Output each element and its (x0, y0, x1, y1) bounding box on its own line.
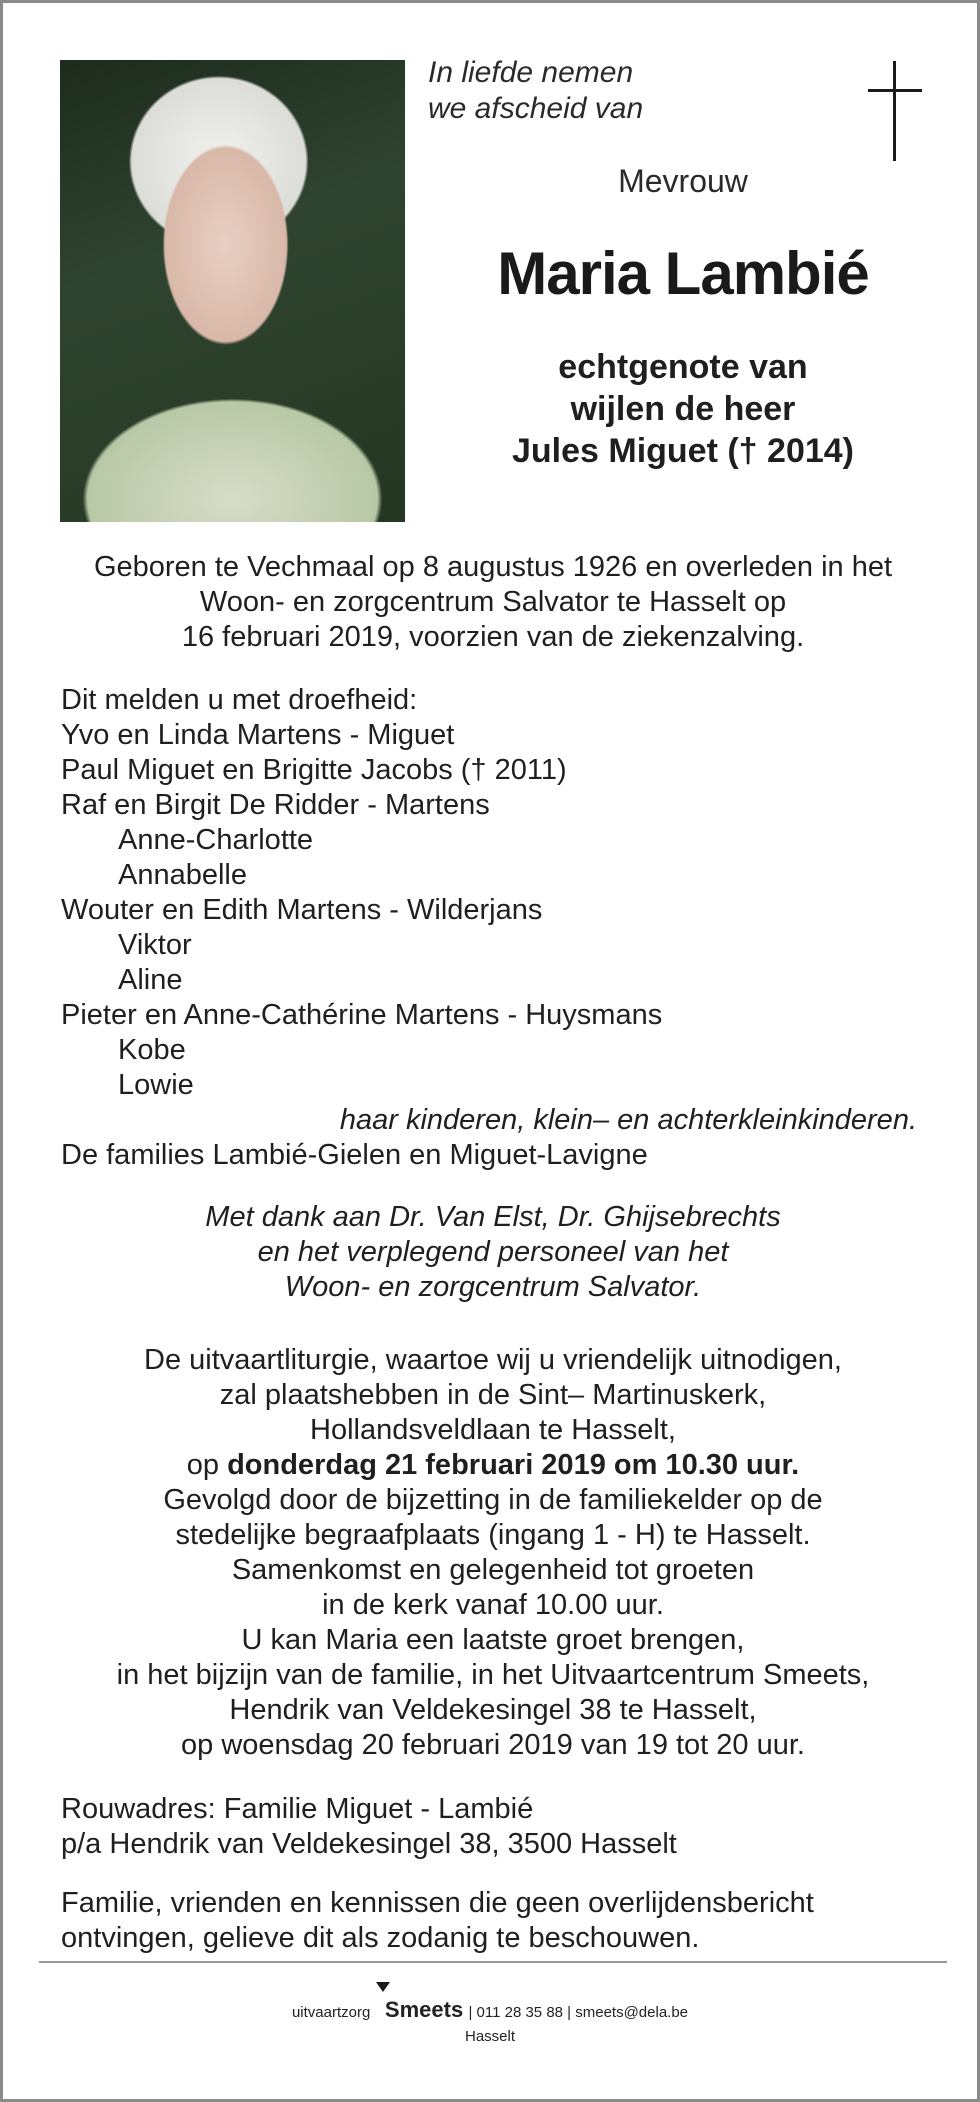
honorific: Mevrouw (618, 163, 748, 199)
deceased-name: Maria Lambié (497, 240, 869, 307)
ceremony-line: stedelijke begraafplaats (ingang 1 - H) te Hasselt. (175, 1519, 811, 1551)
thanks-line: en het verplegend personeel van het (257, 1236, 729, 1268)
grandchild: Kobe (118, 1034, 186, 1066)
spouse-info (423, 346, 943, 472)
notice-line: ontvingen, gelieve dit als zodanig te beschouwen. (61, 1922, 700, 1954)
extended-families: De families Lambié-Gielen en Miguet-Lavigne (61, 1139, 648, 1171)
address-line: Rouwadres: Familie Miguet - Lambié (61, 1793, 534, 1825)
ceremony-line: U kan Maria een laatste groet brengen, (241, 1624, 745, 1656)
intro-text (428, 55, 643, 127)
ceremony-line: op woensdag 20 februari 2019 van 19 tot 20 uur. (181, 1729, 805, 1761)
ceremony-line: in de kerk vanaf 10.00 uur. (322, 1589, 664, 1621)
mourning-address (61, 1792, 941, 1862)
thanks-note (43, 1200, 943, 1305)
ceremony-line: in het bijzijn van de familie, in het Uitvaartcentrum Smeets, (116, 1659, 870, 1691)
birth-death-info (43, 550, 943, 655)
intro-line: we afscheid van (428, 92, 644, 125)
funeral-home-footer (3, 1998, 977, 2049)
intro-line: In liefde nemen (428, 56, 634, 89)
logo-triangle-icon (376, 1982, 390, 1992)
cross-icon (865, 61, 925, 161)
address-line: p/a Hendrik van Veldekesingel 38, 3500 Hasselt (61, 1828, 677, 1860)
grandchild: Lowie (118, 1069, 194, 1101)
family-member: Wouter en Edith Martens - Wilderjans (61, 894, 543, 926)
portrait-photo (60, 60, 405, 522)
spouse-line: echtgenote van (558, 348, 808, 386)
notice-line: Familie, vrienden en kennissen die geen overlijdensbericht (61, 1887, 814, 1919)
family-member: Raf en Birgit De Ridder - Martens (61, 789, 490, 821)
family-member: Yvo en Linda Martens - Miguet (61, 719, 455, 751)
thanks-line: Woon- en zorgcentrum Salvator. (284, 1271, 702, 1303)
footer-brand: Smeets (384, 1997, 464, 2022)
ceremony-date-bold: donderdag 21 februari 2019 om 10.30 uur. (227, 1449, 800, 1481)
ceremony-date (43, 1448, 943, 1483)
family-heading: Dit melden u met droefheid: (61, 684, 418, 716)
ceremony-line: Hollandsveldlaan te Hasselt, (310, 1414, 676, 1446)
notice-text (61, 1886, 941, 1956)
family-list (61, 683, 941, 1173)
grandchild: Annabelle (118, 859, 247, 891)
birth-line: Geboren te Vechmaal op 8 augustus 1926 en overleden in het (93, 551, 893, 583)
ceremony-line: Samenkomst en gelegenheid tot groeten (231, 1554, 755, 1586)
divider (39, 1961, 947, 1963)
birth-line: 16 februari 2019, voorzien van de ziekenzalving. (181, 621, 805, 653)
ceremony-line: Hendrik van Veldekesingel 38 te Hasselt, (229, 1694, 757, 1726)
ceremony-line: zal plaatshebben in de Sint– Martinuskerk, (219, 1379, 767, 1411)
footer-city: Hasselt (464, 2028, 516, 2045)
thanks-line: Met dank aan Dr. Van Elst, Dr. Ghijsebrechts (205, 1201, 781, 1233)
spouse-line: wijlen de heer (570, 390, 796, 428)
ceremony-line: De uitvaartliturgie, waartoe wij u vriendelijk uitnodigen, (144, 1344, 842, 1376)
grandchild: Viktor (118, 929, 192, 961)
footer-prefix: uitvaartzorg (291, 2004, 371, 2021)
family-member: Pieter en Anne-Cathérine Martens - Huysmans (61, 999, 663, 1031)
footer-line (3, 1998, 977, 2025)
grandchild: Anne-Charlotte (118, 824, 314, 856)
birth-line: Woon- en zorgcentrum Salvator te Hasselt op (199, 586, 787, 618)
ceremony-line: Gevolgd door de bijzetting in de familiekelder op de (163, 1484, 823, 1516)
spouse-line: Jules Miguet († 2014) (511, 432, 854, 470)
family-signature: haar kinderen, klein– en achterkleinkinderen. (339, 1104, 917, 1136)
footer-contact: | 011 28 35 88 | smeets@dela.be (468, 2004, 689, 2021)
family-member: Paul Miguet en Brigitte Jacobs († 2011) (61, 754, 567, 786)
grandchild: Aline (118, 964, 183, 996)
ceremony-date-prefix: op (186, 1449, 228, 1481)
ceremony-info (43, 1343, 943, 1763)
